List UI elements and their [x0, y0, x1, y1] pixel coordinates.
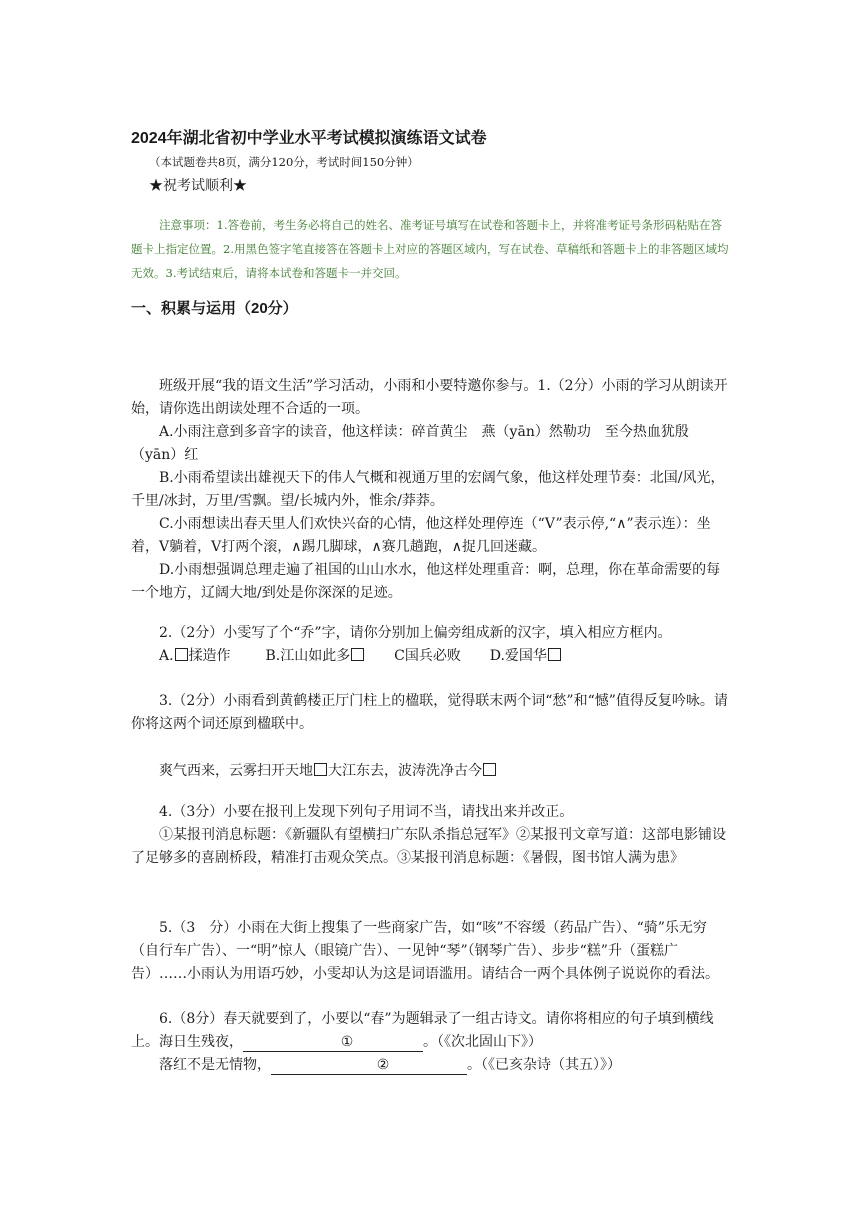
answer-box[interactable]: [175, 648, 188, 661]
q6-source-1: 。（《次北固山下》）: [423, 1034, 542, 1050]
exam-title: 2024年湖北省初中学业水平考试模拟演练语文试卷: [131, 130, 487, 147]
q1-option-b: B.小雨希望读出雄视天下的伟人气概和视通万里的宏阔气象，他这样处理节奏：北国/风光，千里/冰封，万里/雪飘。望/长城内外，惟余/莽莽。: [131, 470, 725, 509]
q3-couplet: [131, 760, 731, 783]
q4-body: ①某报刊消息标题：《新疆队有望横扫广东队杀指总冠军》②某报刊文章写道：这部电影铺设了足够多的喜剧桥段，精准打击观众笑点。③某报刊消息标题：《暑假，图书馆人满为患》: [131, 827, 726, 866]
answer-blank-2[interactable]: ②: [271, 1056, 467, 1075]
q2-options: [159, 645, 719, 668]
answer-box[interactable]: [351, 648, 364, 661]
q2-option-a-label: A.: [159, 648, 174, 664]
exam-subtitle: （本试题卷共8页，满分120分，考试时间150分钟）: [149, 155, 419, 169]
q3-stem: 3.（2分）小雨看到黄鹤楼正厅门柱上的楹联，觉得联末两个词“愁”和“憾”值得反复吟咏。请你将这两个词还原到楹联中。: [131, 693, 728, 732]
q4-stem: 4.（3分）小要在报刊上发现下列句子用词不当，请找出来并改正。: [159, 804, 574, 820]
q6-stem: [131, 1008, 731, 1054]
q6-source-2: 。（《已亥杂诗（其五）》）: [467, 1057, 621, 1073]
answer-box[interactable]: [314, 763, 327, 776]
q1-option-d: D.小雨想强调总理走遍了祖国的山山水水，他这样处理重音：啊，总理，你在革命需要的每一个地方，辽阔大地/到处是你深深的足迹。: [131, 562, 721, 601]
q6-line-2-text: 落红不是无情物，: [159, 1057, 271, 1073]
q2-stem: 2.（2分）小雯写了个“乔”字，请你分别加上偏旁组成新的汉字，填入相应方框内。: [159, 625, 672, 641]
section-heading: 一、积累与运用（20分）: [131, 300, 298, 317]
q1-option-a: A.小雨注意到多音字的读音，他这样读：碎首黄尘 燕（yān）然勒功 至今热血犹殷（yān）红: [131, 424, 689, 463]
q2-option-b: B.江山如此多: [265, 648, 351, 664]
q2-option-c: C国兵必败: [394, 648, 461, 664]
notice-text: 注意事项：1.答卷前，考生务必将自己的姓名、准考证号填写在试卷和答题卡上，并将准考证号条形码粘贴在答题卡上指定位置。2.用黑色签字笔直接答在答题卡上对应的答题区域内，写在试卷、草稿纸和答题卡上的非答题区域均无效。3.考试结束后，请将本试卷和答题卡一并交回。: [131, 218, 729, 280]
q2-option-d: D.爱国华: [489, 648, 547, 664]
q1-option-c: C.小雨想读出春天里人们欢快兴奋的心情，他这样处理停连（“V”表示停,“∧”表示连）：坐着，V躺着，V打两个滚，∧踢几脚球，∧赛几趟跑，∧捉几回迷藏。: [131, 516, 711, 555]
exam-wish: ★祝考试顺利★: [149, 178, 247, 194]
q6-line-2: [131, 1054, 731, 1077]
answer-box[interactable]: [483, 763, 496, 776]
couplet-second: 大江东去，波涛洗净古今: [328, 763, 482, 779]
q6-stem-text: 6.（8分）春天就要到了，小要以“春”为题辑录了一组古诗文。请你将相应的句子填到横线上。海日生残夜，: [131, 1011, 714, 1050]
q5-stem: 5.（3 分）小雨在大街上搜集了一些商家广告，如“咳”不容缓（药品广告）、“骑”乐无穷（自行车广告）、一“明”惊人（眼镜广告）、一见钟“琴”（钢琴广告）、步步“糕”升（蛋糕广告）……小雨认为用语巧妙，小雯却认为这是词语滥用。请结合一两个具体例子说说你的看法。: [131, 920, 719, 982]
q2-option-a-text: 揉造作: [188, 648, 231, 664]
q1-intro: 班级开展“我的语文生活”学习活动，小雨和小要特邀你参与。1.（2分）小雨的学习从朗读开始，请你选出朗读处理不合适的一项。: [131, 378, 728, 417]
couplet-first: 爽气西来，云雾扫开天地: [159, 763, 313, 779]
answer-blank-1[interactable]: ①: [243, 1033, 423, 1052]
answer-box[interactable]: [548, 648, 561, 661]
